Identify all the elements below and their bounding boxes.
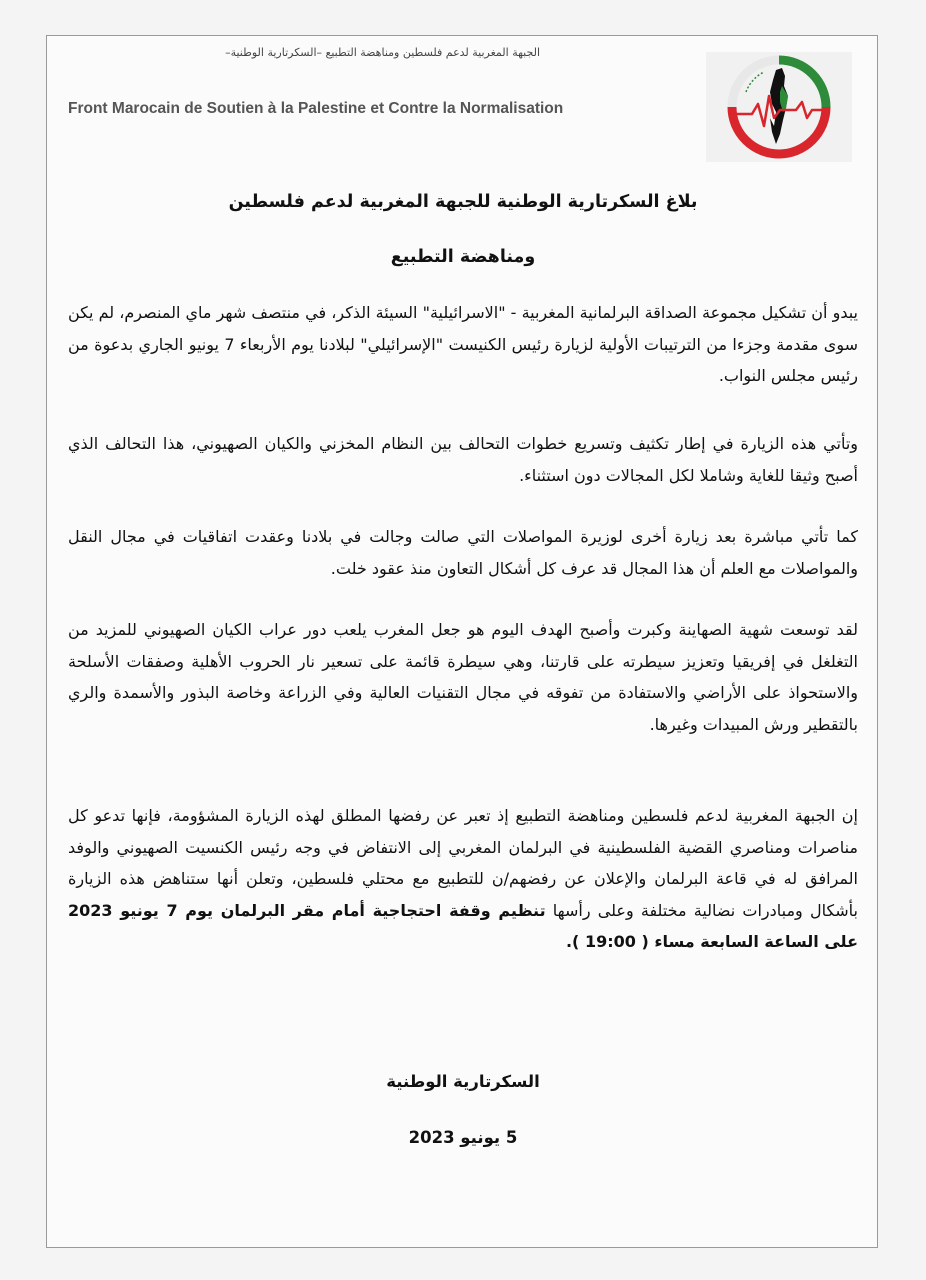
header-arabic-line: الجبهة المغربية لدعم فلسطين ومناهضة التطبيع –السكرتارية الوطنية– bbox=[225, 46, 540, 59]
paragraph-5-text: إن الجبهة المغربية لدعم فلسطين ومناهضة التطبيع إذ تعبر عن رفضها المطلق لهذه الزيارة المشؤومة، فإنها تدعو كل مناصرات ومناصري القضية الفلسطينية في البرلمان المغربي إلى الانتفاض في وجه رئيس الكنسيت الصهيوني والوفد المرافق له في قاعة البرلمان والإعلان عن رفضهم/ن للتطبيع مع محتلي فلسطين، وتعلن أنها ستناهض هذه الزيارة بأشكال ومبادرات نضالية مختلفة وعلى رأسها bbox=[68, 806, 859, 920]
statement-title-line2: ومناهضة التطبيع bbox=[390, 247, 536, 267]
palestine-map-heartbeat-logo-icon bbox=[706, 52, 852, 162]
paragraph-5-bold-text: تنظيم وقفة احتجاجية أمام مقر البرلمان يوم 7 يونيو 2023 على الساعة السابعة مساء ( 19:00 ). bbox=[68, 900, 858, 951]
signature-date: 5 يونيو 2023 bbox=[408, 1128, 518, 1147]
paragraph-3: كما تأتي مباشرة بعد زيارة أخرى لوزيرة المواصلات التي صالت وجالت في بلادنا وعقدت اتفاقيات في مجال النقل والمواصلات مع العلم أن هذا المجال قد عرف كل أشكال التعاون منذ عقود خلت. bbox=[68, 527, 858, 578]
paragraph-4: لقد توسعت شهية الصهاينة وكبرت وأصبح الهدف اليوم هو جعل المغرب يلعب دور عراب الكيان الصهيوني للمزيد من التغلغل في إفريقيا وتعزيز سيطرته على قارتنا، وهي سيطرة قائمة على تسعير نار الحروب الأهلية وصفقات الأسلحة والاستحواذ على الأراضي والاستفادة من تفوقه في مجال التقنيات العالية وفي الزراعة وخاصة البذور والأسمدة والري بالتقطير ورش المبيدات وغيرها. bbox=[68, 620, 858, 734]
paragraph-2: وتأتي هذه الزيارة في إطار تكثيف وتسريع خطوات التحالف بين النظام المخزني والكيان الصهيوني، هذا التحالف الذي أصبح وثيقا للغاية وشاملا لكل المجالات دون استثناء. bbox=[68, 434, 858, 485]
paragraph-5 bbox=[68, 800, 858, 958]
statement-title-line1: بلاغ السكرتارية الوطنية للجبهة المغربية لدعم فلسطين bbox=[228, 192, 698, 212]
signature-name: السكرتارية الوطنية bbox=[386, 1072, 540, 1091]
header-french-line: Front Marocain de Soutien à la Palestine et Contre la Normalisation bbox=[68, 100, 564, 117]
paragraph-1: يبدو أن تشكيل مجموعة الصداقة البرلمانية المغربية - "الاسرائيلية" السيئة الذكر، في منتصف شهر ماي المنصرم، لم يكن سوى مقدمة وجزءا من الترتيبات الأولية لزيارة رئيس الكنيست "الإسرائيلي" لبلادنا يوم الأربعاء 7 يونيو الجاري بدعوة من رئيس مجلس النواب. bbox=[68, 303, 858, 385]
